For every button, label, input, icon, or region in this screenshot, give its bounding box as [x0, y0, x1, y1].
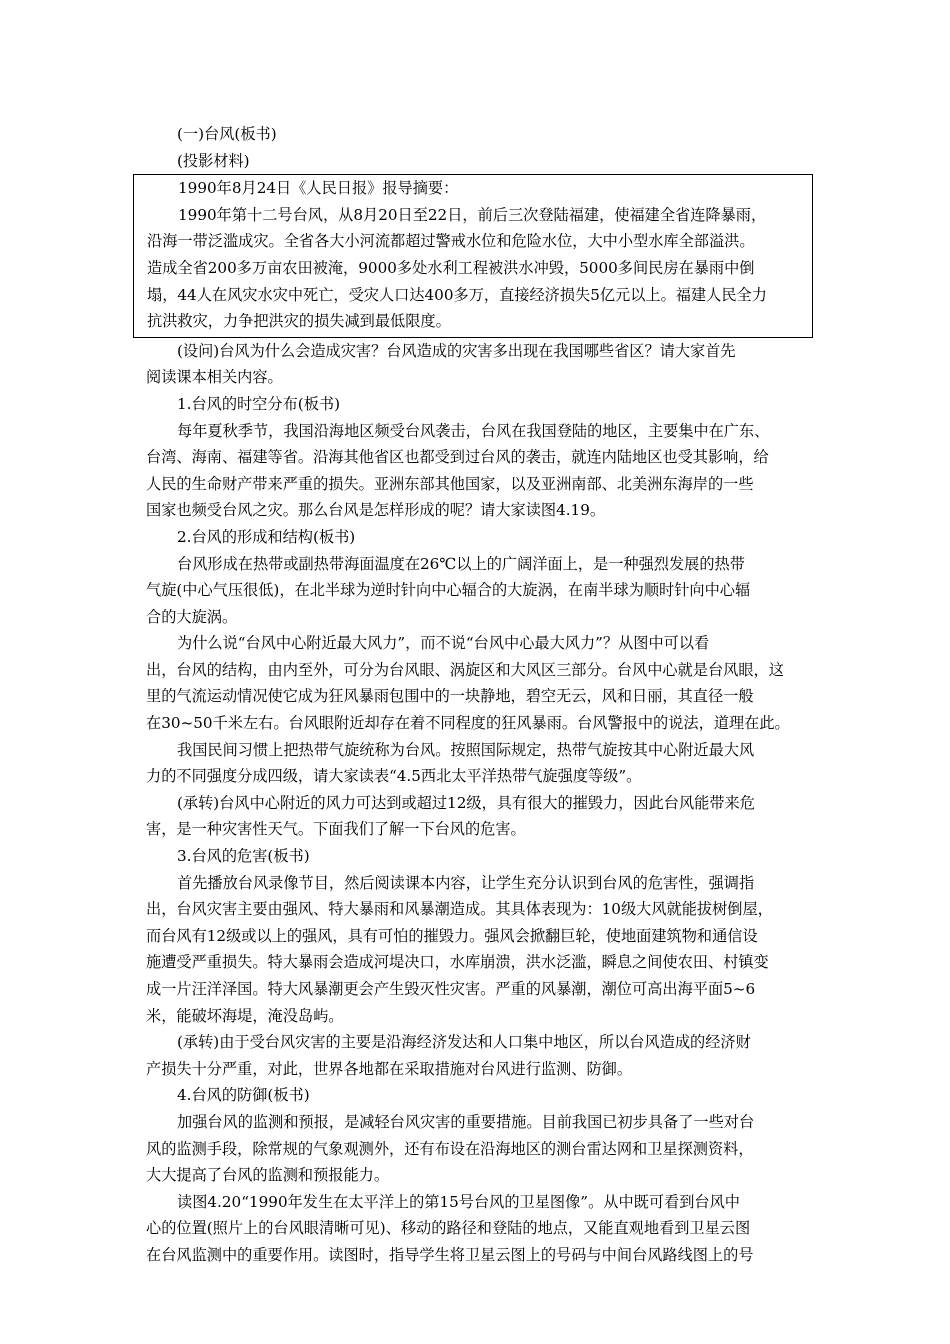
body-line: 心的位置(照片上的台风眼清晰可见)、移动的路径和登陆的地点，又能直观地看到卫星云图	[146, 1219, 751, 1238]
body-line: 出，台风灾害主要由强风、特大暴雨和风暴潮造成。其具体表现为：10级大风就能拔树倒屋，	[146, 900, 773, 919]
body-line: (设问)台风为什么会造成灾害？台风造成的灾害多出现在我国哪些省区？请大家首先	[177, 341, 736, 360]
projection-label: (投影材料)	[177, 151, 250, 170]
excerpt-line: 造成全省200多万亩农田被淹，9000多处水利工程被洪水冲毁，5000多间民房在暴雨中倒	[147, 258, 755, 277]
body-line: 害，是一种灾害性天气。下面我们了解一下台风的危害。	[146, 820, 526, 839]
section-heading: (一)台风(板书)	[177, 125, 277, 143]
body-line: 米，能破坏海堤，淹没岛屿。	[146, 1006, 344, 1025]
excerpt-line: 1990年第十二号台风，从8月20日至22日，前后三次登陆福建，使福建全省连降暴雨，	[178, 205, 767, 224]
body-line: (承转)台风中心附近的风力可达到或超过12级，具有很大的摧毁力，因此台风能带来危	[177, 793, 755, 812]
body-line: 首先播放台风录像节目，然后阅读课本内容，让学生充分认识到台风的危害性，强调指	[177, 873, 755, 892]
document-page	[146, 121, 812, 1269]
body-line: 风的监测手段，除常规的气象观测外，还有布设在沿海地区的测台雷达网和卫星探测资料，	[146, 1139, 754, 1158]
body-line: 里的气流运动情况使它成为狂风暴雨包围中的一块静地，碧空无云，风和日丽，其直径一般	[146, 687, 754, 706]
body-line: 阅读课本相关内容。	[146, 368, 283, 387]
news-excerpt-box	[133, 174, 813, 338]
body-line: 国家也频受台风之灾。那么台风是怎样形成的呢？请大家读图4.19。	[146, 501, 606, 520]
body-line: 力的不同强度分成四级，请大家读表“4.5西北太平洋热带气旋强度等级”。	[146, 767, 642, 786]
body-line: 而台风有12级或以上的强风，具有可怕的摧毁力。强风会掀翻巨轮，使地面建筑物和通信设	[146, 926, 758, 945]
body-line: 读图4.20“1990年发生在太平洋上的第15号台风的卫星图像”。从中既可看到台风中	[177, 1192, 740, 1211]
excerpt-line: 塌，44人在风灾水灾中死亡，受灾人口达400多万，直接经济损失5亿元以上。福建人民全力	[147, 285, 767, 304]
body-line: 我国民间习惯上把热带气旋统称为台风。按照国际规定，热带气旋按其中心附近最大风	[177, 740, 755, 759]
body-line: 为什么说“台风中心附近最大风力”，而不说“台风中心最大风力”？从图中可以看	[177, 634, 710, 653]
body-line: 在30~50千米左右。台风眼附近却存在着不同程度的狂风暴雨。台风警报中的说法，道理在此。	[146, 714, 790, 733]
body-line: 每年夏秋季节，我国沿海地区频受台风袭击，台风在我国登陆的地区，主要集中在广东、	[177, 421, 770, 440]
body-line: 施遭受严重损失。特大暴雨会造成河堤决口，水库崩溃，洪水泛滥，瞬息之间使农田、村镇变	[146, 953, 769, 972]
body-line: 大大提高了台风的监测和预报能力。	[146, 1166, 389, 1185]
excerpt-line: 抗洪救灾，力争把洪灾的损失减到最低限度。	[147, 312, 451, 331]
body-line: 4.台风的防御(板书)	[177, 1086, 310, 1105]
body-line: 加强台风的监测和预报，是减轻台风灾害的重要措施。目前我国已初步具备了一些对台	[177, 1112, 755, 1131]
excerpt-title: 1990年8月24日《人民日报》报导摘要：	[178, 179, 459, 198]
body-line: 2.台风的形成和结构(板书)	[177, 527, 356, 546]
body-line: 气旋(中心气压很低)，在北半球为逆时针向中心辐合的大旋涡，在南半球为顺时针向中心辐	[146, 581, 751, 600]
body-line: 人民的生命财产带来严重的损失。亚洲东部其他国家，以及亚洲南部、北美洲东海岸的一些	[146, 474, 754, 493]
body-line: 在台风监测中的重要作用。读图时，指导学生将卫星云图上的号码与中间台风路线图上的号	[146, 1245, 754, 1264]
body-line: (承转)由于受台风灾害的主要是沿海经济发达和人口集中地区，所以台风造成的经济财	[177, 1033, 751, 1052]
body-line: 台风形成在热带或副热带海面温度在26℃以上的广阔洋面上，是一种强烈发展的热带	[177, 554, 745, 573]
body-line: 3.台风的危害(板书)	[177, 847, 310, 866]
body-text	[146, 338, 812, 1269]
excerpt-line: 沿海一带泛滥成灾。全省各大小河流都超过警戒水位和危险水位，大中小型水库全部溢洪。	[147, 232, 755, 251]
body-line: 合的大旋涡。	[146, 607, 238, 626]
body-line: 成一片汪洋泽国。特大风暴潮更会产生毁灭性灾害。严重的风暴潮，潮位可高出海平面5~6	[146, 980, 756, 998]
body-line: 出，台风的结构，由内至外，可分为台风眼、涡旋区和大风区三部分。台风中心就是台风眼，这	[146, 660, 784, 679]
body-line: 台湾、海南、福建等省。沿海其他省区也都受到过台风的袭击，就连内陆地区也受其影响，给	[146, 448, 769, 467]
body-line: 1.台风的时空分布(板书)	[177, 394, 341, 413]
body-line: 产损失十分严重，对此，世界各地都在采取措施对台风进行监测、防御。	[146, 1059, 632, 1078]
